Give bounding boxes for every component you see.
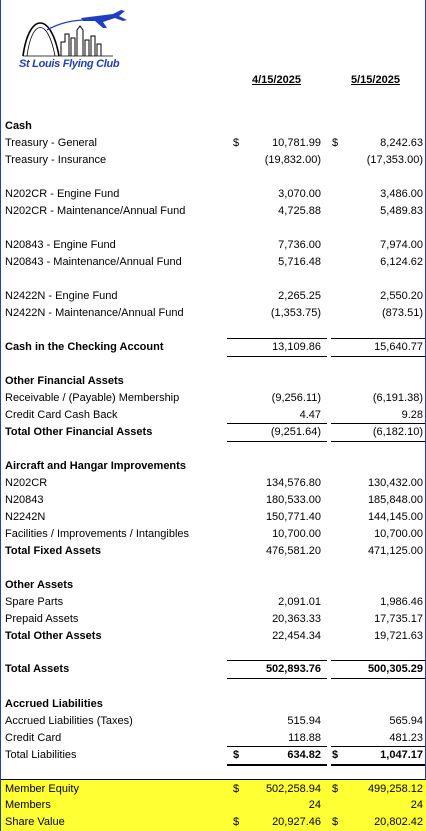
row-n2422n-engine: N2422N - Engine Fund 2,265.25 2,550.20 — [5, 290, 423, 302]
section-other-assets: Other Assets — [5, 579, 74, 591]
section-aircraft-hangar: Aircraft and Hangar Improvements — [5, 460, 186, 472]
row-cash-checking: Cash in the Checking Account 13,109.86 15,640.77 — [5, 341, 423, 353]
row-n2422n-maintenance: N2422N - Maintenance/Annual Fund (1,353.75) (873.51) — [5, 307, 423, 319]
logo-text: St Louis Flying Club — [19, 58, 120, 70]
row-n20843-maintenance: N20843 - Maintenance/Annual Fund 5,716.48 6,124.62 — [5, 256, 423, 268]
row-receivable-membership: Receivable / (Payable) Membership (9,256.11) (6,191.38) — [5, 392, 423, 404]
row-total-liabilities: Total Liabilities $ 634.82 $ 1,047.17 — [5, 749, 423, 761]
row-treasury-general: Treasury - General $ 10,781.99 $ 8,242.63 — [5, 137, 423, 149]
divider — [331, 441, 425, 442]
divider — [227, 764, 327, 766]
row-members: Members 24 24 — [5, 799, 423, 811]
section-accrued-liabilities: Accrued Liabilities — [5, 698, 103, 710]
row-aircraft-n2242n: N2242N 150,771.40 144,145.00 — [5, 511, 423, 523]
row-aircraft-n202cr: N202CR 134,576.80 130,432.00 — [5, 477, 423, 489]
row-credit-card: Credit Card 118.88 481.23 — [5, 732, 423, 744]
section-cash: Cash — [5, 120, 32, 132]
row-facilities: Facilities / Improvements / Intangibles 10,700.00 10,700.00 — [5, 528, 423, 540]
column-header-2025-05-15: 5/15/2025 — [351, 74, 400, 86]
row-credit-card-cash-back: Credit Card Cash Back 4.47 9.28 — [5, 409, 423, 421]
column-header-2025-04-15: 4/15/2025 — [252, 74, 301, 86]
row-aircraft-n20843: N20843 180,533.00 185,848.00 — [5, 494, 423, 506]
divider — [331, 678, 425, 679]
row-n202cr-engine: N202CR - Engine Fund 3,070.00 3,486.00 — [5, 188, 423, 200]
row-total-other-financial-assets: Total Other Financial Assets (9,251.64) (6,182.10) — [5, 426, 423, 438]
row-treasury-insurance: Treasury - Insurance (19,832.00) (17,353.00) — [5, 154, 423, 166]
club-logo — [17, 8, 135, 70]
row-total-fixed-assets: Total Fixed Assets 476,581.20 471,125.00 — [5, 545, 423, 557]
section-other-financial-assets: Other Financial Assets — [5, 375, 124, 387]
row-share-value: Share Value $ 20,927.46 $ 20,802.42 — [5, 816, 423, 828]
row-total-assets: Total Assets 502,893.76 500,305.29 — [5, 663, 423, 675]
row-total-other-assets: Total Other Assets 22,454.34 19,721.63 — [5, 630, 423, 642]
divider — [331, 356, 425, 357]
divider — [331, 764, 425, 766]
divider — [227, 678, 327, 679]
row-n202cr-maintenance: N202CR - Maintenance/Annual Fund 4,725.88 5,489.83 — [5, 205, 423, 217]
row-accrued-liabilities-taxes: Accrued Liabilities (Taxes) 515.94 565.94 — [5, 715, 423, 727]
row-member-equity: Member Equity $ 502,258.94 $ 499,258.12 — [5, 783, 423, 795]
divider — [227, 441, 327, 442]
divider — [227, 356, 327, 357]
row-spare-parts: Spare Parts 2,091.01 1,986.46 — [5, 596, 423, 608]
row-n20843-engine: N20843 - Engine Fund 7,736.00 7,974.00 — [5, 239, 423, 251]
row-prepaid-assets: Prepaid Assets 20,363.33 17,735.17 — [5, 613, 423, 625]
gateway-arch-airplane-icon — [17, 8, 135, 60]
